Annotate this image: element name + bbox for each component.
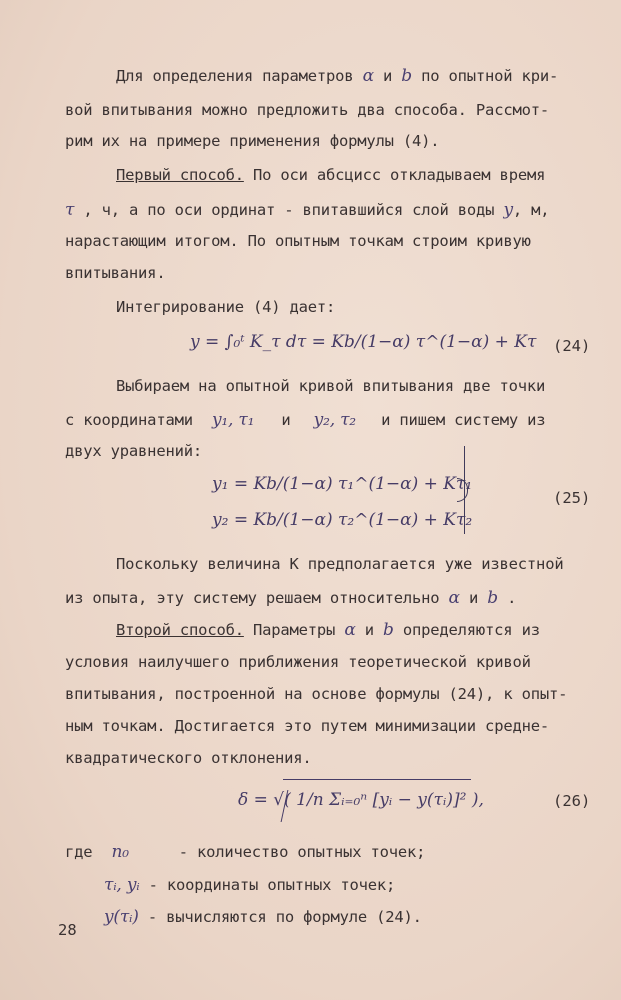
paragraph-1-line-1 <box>116 66 558 86</box>
legend-line-2 <box>104 875 395 895</box>
tau-y-symbols: τᵢ, yᵢ <box>104 875 140 895</box>
paragraph-1-line-2: вой впитывания можно предложить два способа. Рассмот- <box>65 101 549 119</box>
alpha-symbol: α <box>344 620 356 640</box>
text: и <box>383 67 393 85</box>
formula-25-eq1: y₁ = Kb/(1−α) τ₁^(1−α) + Kτ₁ <box>212 474 473 494</box>
text: - координаты опытных точек; <box>148 876 396 894</box>
alpha-symbol: α <box>362 66 374 86</box>
paragraph-1-line-3: рим их на примере применения формулы (4). <box>65 132 440 150</box>
text: по опытной кри- <box>421 67 559 85</box>
method-2-line-2: условия наилучшего приближения теоретической кривой <box>65 653 531 671</box>
y-symbol: y <box>503 200 513 220</box>
text: Для определения параметров <box>116 67 354 85</box>
text: и <box>364 621 374 639</box>
text: и <box>281 411 291 429</box>
text: . <box>507 589 517 607</box>
method-2-heading: Второй способ. <box>116 621 244 639</box>
alpha-symbol: α <box>448 588 460 608</box>
paragraph-3-line-2 <box>65 588 516 608</box>
method-1-line-3: нарастающим итогом. По опытным точкам строим кривую <box>65 232 531 250</box>
text: и пишем систему из <box>381 411 546 429</box>
formula-26: δ = √( 1/n Σᵢ₌₀ⁿ [yᵢ − y(τᵢ)]² ), <box>238 790 484 810</box>
b-symbol: b <box>487 588 498 608</box>
integration-text: Интегрирование (4) дает: <box>116 298 336 316</box>
text: - количество опытных точек; <box>178 843 426 861</box>
n-symbol: n₀ <box>111 842 129 862</box>
legend-line-3 <box>104 907 422 927</box>
text: , ч, а по оси ординат - впитавшийся слой воды <box>83 201 495 219</box>
tau-symbol: τ <box>65 200 75 220</box>
legend-line-1 <box>65 842 425 862</box>
points-line-3: двух уравнений: <box>65 442 202 460</box>
text: определяются из <box>402 621 540 639</box>
points-line-2 <box>65 410 545 430</box>
text: и <box>468 589 479 607</box>
method-2-line-1 <box>116 620 540 640</box>
point-2-coordinates: y₂, τ₂ <box>313 410 356 430</box>
method-2-line-3: впитывания, построенной на основе формулы (24), к опыт- <box>65 685 568 703</box>
y-of-tau-symbol: y(τᵢ) <box>104 907 139 927</box>
method-2-line-5: квадратического отклонения. <box>65 749 312 767</box>
paragraph-3-line-1: Поскольку величина К предполагается уже известной <box>116 555 564 573</box>
points-line-1: Выбираем на опытной кривой впитывания две точки <box>116 377 546 395</box>
text: где <box>65 843 93 861</box>
text: из опыта, эту систему решаем относительно <box>65 589 440 607</box>
b-symbol: b <box>401 66 412 86</box>
method-1-line-4: впитывания. <box>65 264 166 282</box>
text: с координатами <box>65 411 193 429</box>
method-2-line-4: ным точкам. Достигается это путем минимизации средне- <box>65 717 549 735</box>
point-1-coordinates: y₁, τ₁ <box>212 410 255 430</box>
text: Параметры <box>253 621 336 639</box>
formula-25-eq2: y₂ = Kb/(1−α) τ₂^(1−α) + Kτ₂ <box>212 510 473 530</box>
formula-26-number: (26) <box>553 792 591 810</box>
b-symbol: b <box>383 620 394 640</box>
page-number: 28 <box>58 921 77 939</box>
method-1-line-1 <box>116 166 545 184</box>
text: , м, <box>512 201 550 219</box>
method-1-line-2 <box>65 200 549 220</box>
formula-24: y = ∫₀ᵗ K_τ dτ = Kb/(1−α) τ^(1−α) + Kτ <box>190 332 537 352</box>
text: По оси абсцисс откладываем время <box>253 166 546 184</box>
formula-24-number: (24) <box>553 337 591 355</box>
formula-25-number: (25) <box>553 489 591 507</box>
method-1-heading: Первый способ. <box>116 166 244 184</box>
text: - вычисляются по формуле (24). <box>147 908 422 926</box>
